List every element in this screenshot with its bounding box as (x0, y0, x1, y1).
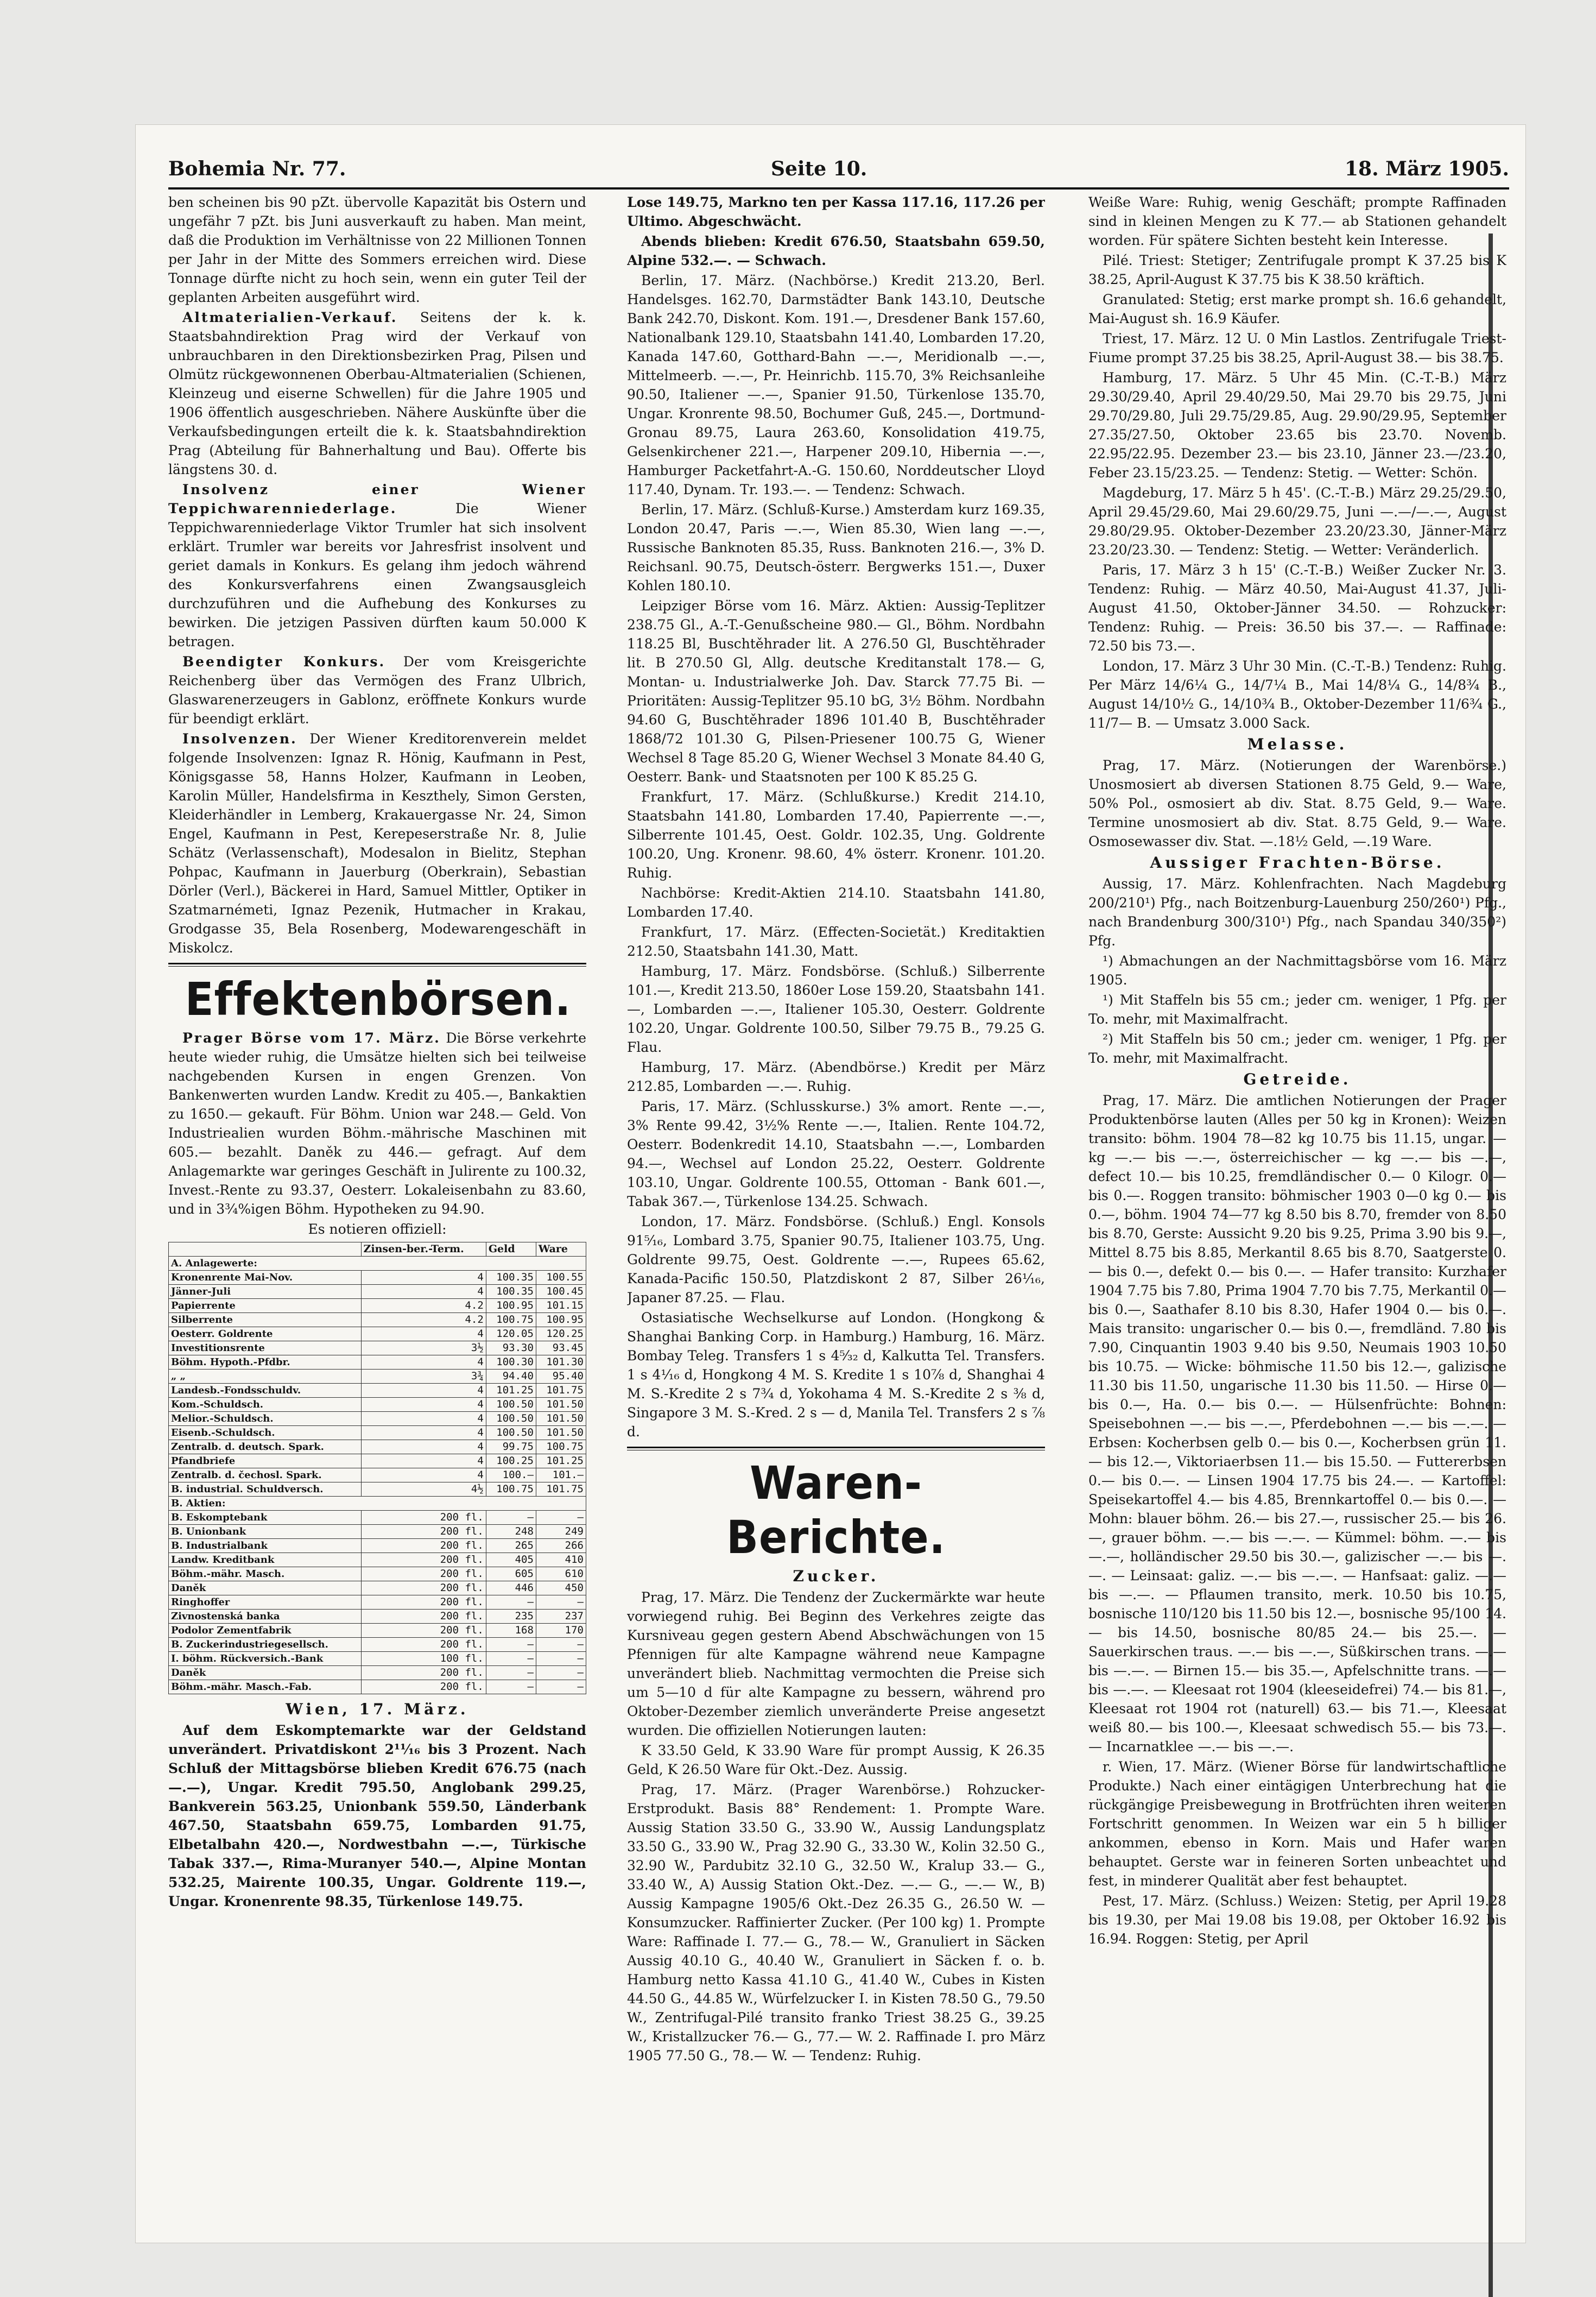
table-row (169, 1285, 586, 1299)
term-cell: 4 (361, 1285, 486, 1299)
security-name-cell: Zentralb. d. čechosl. Spark. (169, 1468, 362, 1482)
paragraph: Prag, 17. März. (Notierungen der Warenbörse.) Unosmosiert ab diversen Stationen 8.75 Geld, 9.— Ware, 50% Pol., osmosiert ab div. Stat. 8.75 Geld, 9.— Ware. Termine unosmosiert ab div. Stat. 8.75 Geld, 9.— Ware. Osmosewasser div. Stat. —.18½ Geld, —.19 Ware. (1088, 758, 1506, 849)
security-name-cell: Oesterr. Goldrente (169, 1327, 362, 1341)
security-name-cell: Melior.-Schuldsch. (169, 1412, 362, 1426)
page-header (168, 157, 1509, 190)
table-row (169, 1482, 586, 1497)
article-altmaterial (168, 308, 586, 479)
ware-cell: 101.50 (536, 1412, 586, 1426)
ware-cell: 101.25 (536, 1454, 586, 1468)
table-row (169, 1398, 586, 1412)
ware-cell: 101.30 (536, 1355, 586, 1370)
security-name-cell: Landw. Kreditbank (169, 1553, 362, 1567)
term-cell: 4 (361, 1327, 486, 1341)
table-row (169, 1553, 586, 1567)
geld-cell: — (486, 1666, 536, 1680)
ware-cell: — (536, 1666, 586, 1680)
table-row (169, 1426, 586, 1440)
section-divider (168, 963, 586, 967)
body-prager-boerse: Die Börse verkehrte heute wieder ruhig, die Umsätze hielten sich bei teilweise nachgebenden Kursen in engen Grenzen. Von Bankenwerten wurden Landw. Kredit zu 405.—, Bankaktien zu 1650.— gekauft. Für Böhm. Union war 248.— Geld. Von Industriealien wurden Böhm.-mährische Maschinen mit 605.— bezahlt. Daněk zu 446.— gefragt. Auf dem Anlagemarkte war geringes Geschäft in Julirente zu 100.32, Invest.-Rente zu 93.37, Oesterr. Lokaleisenbahn zu 83.60, und in 3¾%igen Böhm. Hypotheken zu 94.90. (168, 1030, 586, 1217)
notiert-label: Es notieren offiziell: (308, 1221, 447, 1237)
term-cell: 200 fl. (361, 1595, 486, 1610)
paragraph: Frankfurt, 17. März. (Effecten-Societät.) Kreditaktien 212.50, Staatsbahn 141.30, Matt. (627, 924, 1045, 959)
geld-cell: — (486, 1680, 536, 1694)
geld-cell: 100.35 (486, 1285, 536, 1299)
ware-cell: 93.45 (536, 1341, 586, 1355)
table-row (169, 1370, 586, 1384)
headline-prager-boerse: Prager Börse vom 17. März. (182, 1030, 441, 1046)
term-cell: 200 fl. (361, 1511, 486, 1525)
ware-cell: 101.50 (536, 1398, 586, 1412)
security-name-cell: Zentralb. d. deutsch. Spark. (169, 1440, 362, 1454)
geld-cell: 405 (486, 1553, 536, 1567)
security-name-cell: Eisenb.-Schuldsch. (169, 1426, 362, 1440)
paragraph: Nachbörse: Kredit-Aktien 214.10. Staatsbahn 141.80, Lombarden 17.40. (627, 885, 1045, 920)
table-row (169, 1652, 586, 1666)
geld-cell: 605 (486, 1567, 536, 1581)
table-row (169, 1454, 586, 1468)
paragraph: K 33.50 Geld, K 33.90 Ware für prompt Aussig, K 26.35 Geld, K 26.50 Ware für Okt.-Dez. Aussig. (627, 1743, 1045, 1777)
security-name-cell: Böhm.-mähr. Masch. (169, 1567, 362, 1581)
ware-cell: — (536, 1638, 586, 1652)
security-name-cell: Zivnostenská banka (169, 1610, 362, 1624)
footnote: ¹) Abmachungen an der Nachmittagsbörse vom 16. März 1905. (1088, 953, 1506, 988)
geld-cell: 100.— (486, 1468, 536, 1482)
paragraph: Paris, 17. März 3 h 15' (C.-T.-B.) Weißer Zucker Nr. 3. Tendenz: Ruhig. — März 40.50, Mai-August 41.37, Juli-August 41.50, Oktober-Jänner 34.50. — Rohzucker: Tendenz: Ruhig. — Preis: 36.50 bis 37.—. — Raffinade: 72.50 bis 73.—. (1088, 562, 1506, 654)
article-beendigter-konkurs (168, 652, 586, 728)
quotes-table (168, 1242, 586, 1694)
geld-cell: 100.95 (486, 1299, 536, 1313)
table-row (169, 1355, 586, 1370)
body-beendigter-konkurs: Der vom Kreisgerichte Reichenberg über das Vermögen des Franz Ulbrich, Glaswarenerzeugers in Gablonz, eröffnete Konkurs wurde für beendigt erklärt. (168, 654, 586, 727)
ware-cell: 450 (536, 1581, 586, 1595)
ware-cell: 100.75 (536, 1440, 586, 1454)
column-3 (1088, 193, 1506, 2202)
table-row (169, 1680, 586, 1694)
geld-cell: — (486, 1511, 536, 1525)
ware-cell: 101.— (536, 1468, 586, 1482)
body-insolvenz: Die Wiener Teppichwarenniederlage Viktor Trumler hat sich insolvent erklärt. Trumler war bereits vor Jahresfrist insolvent und geriet damals in Konkurs. Es gelang ihm jedoch während des Konkursverfahrens einen Zwangsausgleich durchzuführen und die Aufhebung des Konkurses zu bewirken. Die jetzigen Passiven dürften kaum 50.000 K betragen. (168, 501, 586, 649)
article-intro: ben scheinen bis 90 pZt. übervolle Kapazität bis Ostern und ungefähr 7 pZt. bis Juni ausverkauft zu haben. Man meint, daß die Produktion im Verhältnisse von 22 Millionen Tonnen per Jahr in der Mitte des Sommers erreichen wird. Diese Tonnage dürfte nicht zu hoch sein, wenn ein guter Teil der geplanten Arbeiten ausgeführt wird. (168, 194, 586, 305)
term-cell: 200 fl. (361, 1553, 486, 1567)
paragraph: r. Wien, 17. März. (Wiener Börse für landwirtschaftliche Produkte.) Nach einer eintägigen Unterbrechung hat die rückgängige Preisbewegung in Brotfrüchten ihren weiteren Fortschritt genommen. In Weizen war ein 5 h billiger ankommen, ebenso in Korn. Mais und Hafer waren behauptet. Gerste war in feineren Sorten unbeachtet und fest, in minderer Qualität aber fest behauptet. (1088, 1759, 1506, 1889)
geld-cell: 120.05 (486, 1327, 536, 1341)
headline-insolvenz: Insolvenz einer Wiener Teppichwarenniederlage. (168, 482, 586, 516)
term-cell: 200 fl. (361, 1610, 486, 1624)
table-col-header: Zinsen-ber.-Term. (361, 1242, 486, 1257)
term-cell: 3½ (361, 1341, 486, 1355)
ware-cell: 101.75 (536, 1482, 586, 1497)
paragraph: Weiße Ware: Ruhig, wenig Geschäft; prompte Raffinaden sind in kleinen Mengen zu K 77.— ab Stationen gehandelt worden. Für spätere Sichten besteht kein Interesse. (1088, 194, 1506, 248)
ware-cell: 266 (536, 1539, 586, 1553)
table-row (169, 1468, 586, 1482)
paragraph: Lose 149.75, Markno ten per Kassa 117.16, 117.26 per Ultimo. Abgeschwächt. (627, 194, 1045, 229)
quotes-table-section-a (169, 1257, 586, 1497)
security-name-cell: Daněk (169, 1666, 362, 1680)
table-row (169, 1595, 586, 1610)
term-cell: 4 (361, 1426, 486, 1440)
headline-insolvenzen: Insolvenzen. (182, 731, 297, 747)
paragraph: Leipziger Börse vom 16. März. Aktien: Aussig-Teplitzer 238.75 Gl., A.-T.-Genußscheine 980.— Gl., Böhm. Nordbahn 118.25 Bl, Buschtěhrader lit. A 276.50 Gl, Buschtěhrader lit. B 270.50 Gl, Allg. deutsche Kreditanstalt 178.— G, Montan- u. Industrialwerke Joh. Dav. Starck 77.75 Bi. — Prioritäten: Aussig-Teplitzer 95.10 bG, 3½ Böhm. Nordbahn 94.60 G, Buschtěhrader 1896 101.40 B, Buschtěhrader 1868/72 101.30 G, Pilsen-Priesener 100.75 G, Wiener Wechsel 8 Tage 85.20 G, Wiener Wechsel 3 Monate 84.40 G, Oesterr. Bank- und Staatsnoten per 100 K 85.25 G. (627, 598, 1045, 785)
table-row (169, 1539, 586, 1553)
geld-cell: — (486, 1595, 536, 1610)
geld-cell: 101.25 (486, 1384, 536, 1398)
footnote: ²) Mit Staffeln bis 50 cm.; jeder cm. weniger, 1 Pfg. per To. mehr, mit Maximalfracht. (1088, 1031, 1506, 1066)
table-row (169, 1327, 586, 1341)
geld-cell: 100.35 (486, 1271, 536, 1285)
table-row (169, 1638, 586, 1652)
body-wien: Auf dem Eskomptemarkte war der Geldstand unverändert. Privatdiskont 2¹¹⁄₁₆ bis 3 Prozent. Nach Schluß der Mittagsbörse blieben Kredit 676.75 (nach —.—), Ungar. Kredit 795.50, Anglobank 299.25, Bankverein 563.25, Unionbank 559.50, Länderbank 467.50, Staatsbahn 659.75, Lombarden 91.75, Elbetalbahn 420.—, Nordwestbahn —.—, Türkische Tabak 337.—, Rima-Muranyer 540.—, Alpine Montan 532.25, Mairente 100.35, Ungar. Goldrente 119.—, Ungar. Kronenrente 98.35, Türkenlose 149.75. (168, 1722, 586, 1909)
geld-cell: 168 (486, 1624, 536, 1638)
headline-wien: Wien, 17. März. (286, 1700, 469, 1718)
geld-cell: 100.50 (486, 1398, 536, 1412)
geld-cell: 100.30 (486, 1355, 536, 1370)
ware-cell: 100.95 (536, 1313, 586, 1327)
term-cell: 100 fl. (361, 1652, 486, 1666)
table-row (169, 1271, 586, 1285)
geld-cell: 100.50 (486, 1412, 536, 1426)
ware-cell: 237 (536, 1610, 586, 1624)
body-insolvenzen: Der Wiener Kreditorenverein meldet folgende Insolvenzen: Ignaz R. Hönig, Kaufmann in Pest, Königsgasse 58, Hanns Holzer, Kaufmann in Leoben, Karolin Müller, Handelsfirma in Keszthely, Simon Gersten, Kleiderhändler in Lemberg, Krakauergasse Nr. 24, Simon Engel, Kaufmann in Pest, Kerepeserstraße Nr. 8, Julie Schätz (Verlassenschaft), Modesalon in Bielitz, Stephan Pohpac, Kaufmann in Jauerburg (Oberkrain), Sebastian Dörler (Verl.), Bäckerei in Hard, Samuel Mittler, Optiker in Szatmarnémeti, Ignaz Pezenik, Hutmacher in Krakau, Grodgasse 35, Bela Rosenberg, Modewarengeschäft in Miskolcz. (168, 731, 586, 956)
security-name-cell: B. Unionbank (169, 1525, 362, 1539)
term-cell: 4 (361, 1355, 486, 1370)
ware-cell: — (536, 1595, 586, 1610)
table-row (169, 1581, 586, 1595)
newspaper-page (136, 125, 1525, 2243)
body-altmaterial: Seitens der k. k. Staatsbahndirektion Prag wird der Verkauf von unbrauchbaren in den Direktionsbezirken Prag, Pilsen und Olmütz rückgewonnenen Oberbau-Altmaterialien (Schienen, Kleinzeug und eiserne Schwellen) für die Jahre 1905 und 1906 öffentlich ausgeschrieben. Nähere Auskünfte über die Verkaufsbedingungen erteilt die k. k. Staatsbahndirektion Prag (Abteilung für Bahnerhaltung und Bau). Offerte bis längstens 30. d. (168, 310, 586, 477)
geld-cell: 248 (486, 1525, 536, 1539)
term-cell: 200 fl. (361, 1539, 486, 1553)
article-insolvenzen (168, 729, 586, 957)
security-name-cell: B. Industrialbank (169, 1539, 362, 1553)
table-row (169, 1624, 586, 1638)
term-cell: 200 fl. (361, 1581, 486, 1595)
ware-cell: 95.40 (536, 1370, 586, 1384)
geld-cell: 100.50 (486, 1426, 536, 1440)
table-section-row (169, 1257, 586, 1271)
quotes-table-header (169, 1242, 586, 1257)
paragraph: Aussig, 17. März. Kohlenfrachten. Nach Magdeburg 200/210¹) Pfg., nach Boitzenburg-Lauenburg 250/260¹) Pfg., nach Brandenburg 300/310¹) Pfg., nach Spandau 340/350²) Pfg. (1088, 876, 1506, 949)
ware-cell: 100.45 (536, 1285, 586, 1299)
ware-cell: 101.75 (536, 1384, 586, 1398)
paragraph: Abends blieben: Kredit 676.50, Staatsbahn 659.50, Alpine 532.—. — Schwach. (627, 234, 1045, 268)
paragraph: Paris, 17. März. (Schlusskurse.) 3% amort. Rente —.—, 3% Rente 99.42, 3½% Rente —.—, Italien. Rente 104.72, Oesterr. Bodenkredit 14.10, Staatsbahn —.—, Lombarden 94.—, Wechsel auf London 25.22, Oesterr. Goldrente 103.10, Ungar. Goldrente 100.55, Ottoman - Bank 601.—, Tabak 367.—, Türkenlose 134.25. Schwach. (627, 1099, 1045, 1209)
geld-cell: 446 (486, 1581, 536, 1595)
section-title-effektenboersen: Effektenbörsen. (185, 973, 572, 1026)
term-cell: 4.2 (361, 1299, 486, 1313)
column-2 (627, 193, 1045, 2202)
paragraph: Prag, 17. März. Die Tendenz der Zuckermärkte war heute vorwiegend ruhig. Bei Beginn des Verkehres zeigte das Kursniveau gegen gestern Abend Abschwächungen von 15 Pfennigen für alte Kampagne während neue Kampagne unverändert blieb. Nachmittag vermochten die Preise sich um 5—10 d für alte Kampagne zu bessern, während pro Oktober-Dezember ziemlich unveränderte Preise angesetzt wurden. Die offiziellen Notierungen lauten: (627, 1589, 1045, 1738)
ware-cell: 100.55 (536, 1271, 586, 1285)
paragraph: Triest, 17. März. 12 U. 0 Min Lastlos. Zentrifugale Triest-Fiume prompt 37.25 bis 38.25, April-August 38.— bis 38.75. (1088, 331, 1506, 365)
paragraph: Hamburg, 17. März. Fondsbörse. (Schluß.) Silberrente 101.—, Kredit 213.50, 1860er Lose 159.20, Staatsbahn 141.—, Lombarden —.—, Italiener 105.30, Oesterr. Goldrente 102.20, Ungar. Goldrente 100.50, Silber 79.75 B., 79.25 G. Flau. (627, 963, 1045, 1055)
headline-altmaterial: Altmaterialien-Verkauf. (182, 310, 398, 325)
table-row (169, 1412, 586, 1426)
geld-cell: — (486, 1652, 536, 1666)
security-name-cell: Papierrente (169, 1299, 362, 1313)
term-cell: 3¾ (361, 1370, 486, 1384)
table-row (169, 1440, 586, 1454)
paragraph: Pest, 17. März. (Schluss.) Weizen: Stetig, per April 19.28 bis 19.30, per Mai 19.08 bis 19.08, per Oktober 16.92 bis 16.94. Roggen: Stetig, per April (1088, 1893, 1506, 1947)
table-row (169, 1525, 586, 1539)
term-cell: 4 (361, 1384, 486, 1398)
geld-cell: 235 (486, 1610, 536, 1624)
table-row (169, 1341, 586, 1355)
paragraph: Ostasiatische Wechselkurse auf London. (Hongkong & Shanghai Banking Corp. in Hamburg.) Hamburg, 16. März. Bombay Teleg. Transfers 1 s 4⁵⁄₃₂ d, Kalkutta Tel. Transfers. 1 s 4¹⁄₁₆ d, Hongkong 4 M. S. Kredite 1 s 10⅞ d, Shanghai 4 M. S.-Kredite 2 s 7¾ d, Yokohama 4 M. S.-Kredite 2 s ⅜ d, Singapore 3 M. S.-Kred. 2 s — d, Manila Tel. Transfers 2 s ⅞ d. (627, 1310, 1045, 1440)
ware-cell: — (536, 1652, 586, 1666)
header-page-number: Seite 10. (771, 157, 867, 180)
ware-cell: 610 (536, 1567, 586, 1581)
term-cell: 4.2 (361, 1313, 486, 1327)
paragraph: Berlin, 17. März. (Schluß-Kurse.) Amsterdam kurz 169.35, London 20.47, Paris —.—, Wien 85.30, Wien lang —.—, Russische Banknoten 85.35, Russ. Banknoten 216.—, 3% D. Reichsanl. 90.75, Deutsch-österr. Bergwerks 151.—, Duxer Kohlen 180.10. (627, 502, 1045, 594)
table-col-header: Ware (536, 1242, 586, 1257)
paragraph: Hamburg, 17. März. (Abendbörse.) Kredit per März 212.85, Lombarden —.—. Ruhig. (627, 1059, 1045, 1094)
security-name-cell: Daněk (169, 1581, 362, 1595)
security-name-cell: „ „ (169, 1370, 362, 1384)
security-name-cell: Jänner-Juli (169, 1285, 362, 1299)
header-rule (168, 187, 1509, 190)
table-row (169, 1511, 586, 1525)
table-row (169, 1666, 586, 1680)
article-prager-boerse (168, 1028, 586, 1219)
paragraph: Berlin, 17. März. (Nachbörse.) Kredit 213.20, Berl. Handelsges. 162.70, Darmstädter Bank 143.10, Deutsche Bank 242.70, Diskont. Kom. 191.—, Dresdener Bank 157.60, Nationalbank 129.10, Staatsbahn 141.40, Lombarden 17.20, Kanada 147.60, Gotthard-Bahn —.—, Meridionalb —.—, Mittelmeerb. —.—, Pr. Heinrichb. 115.70, 3% Reichsanleihe 90.50, Italiener —.—, Spanier 91.50, Türkenlose 135.70, Ungar. Kronrente 98.50, Bochumer Guß, 245.—, Dortmund-Gronau 89.75, Laura 263.60, Konsolidation 419.75, Gelsenkirchener 221.—, Harpener 209.10, Hibernia —.—, Hamburger Packetfahrt-A.-G. 150.60, Norddeutscher Lloyd 117.40, Dynam. Tr. 193.—. — Tendenz: Schwach. (627, 273, 1045, 497)
security-name-cell: Kronenrente Mai-Nov. (169, 1271, 362, 1285)
term-cell: 200 fl. (361, 1666, 486, 1680)
section-title-warenberichte: Waren-Berichte. (726, 1456, 946, 1564)
table-row (169, 1567, 586, 1581)
term-cell: 200 fl. (361, 1638, 486, 1652)
term-cell: 200 fl. (361, 1567, 486, 1581)
geld-cell: 100.75 (486, 1482, 536, 1497)
geld-cell: 100.75 (486, 1313, 536, 1327)
article-insolvenz (168, 480, 586, 651)
paragraph: Frankfurt, 17. März. (Schlußkurse.) Kredit 214.10, Staatsbahn 141.80, Lombarden 17.40, Papierrente —.—, Silberrente 101.45, Oest. Goldr. 102.35, Ung. Goldrente 100.20, Ung. Kronenr. 98.60, 4% österr. Kronenr. 101.20. Ruhig. (627, 789, 1045, 881)
geld-cell: — (486, 1638, 536, 1652)
ware-cell: — (536, 1511, 586, 1525)
security-name-cell: B. Zuckerindustriegesellsch. (169, 1638, 362, 1652)
paragraph: Prag, 17. März. Die amtlichen Notierungen der Prager Produktenbörse lauten (Alles per 50 kg in Kronen): Weizen transito: böhm. 1904 78—82 kg 10.75 bis 11.15, ungar. — kg —.— bis —.—, österreichischer — kg —.— bis —.—, defect 10.— bis 10.25, fremdländischer 0.— 0 Kilogr. 0.— bis 0.—. Roggen transito: böhmischer 1903 0—0 kg 0.— bis 0.—, böhm. 1904 74—77 kg 8.50 bis 8.70, fremder von 8.50 bis 8.70, Gerste: Aussicht 9.20 bis 9.25, Prima 3.90 bis 9.—, Mittel 8.75 bis 8.85, Merkantil 8.65 bis 8.70, Saatgerste 0.— bis 0.—, defekt 0.— bis 0.—. — Hafer transito: Kurzhafer 1904 7.75 bis 7.80, Prima 1904 7.70 bis 7.75, Merkantil 0.— bis 0.—, Saathafer 8.10 bis 8.30, Hafer 1904 0.— bis 0.—. Mais transito: ungarischer 0.— bis 0.—, fremdländ. 7.80 bis 7.90, Cinquantin 1903 9.40 bis 9.50, Neumais 1903 10.50 bis 10.75. — Wicke: böhmische 11.50 bis 12.—, galizische 11.30 bis 11.50, ungarische 11.30 bis 11.50. — Hirse 0.— bis 0.—, Ha. 0.— bis 0.—. — Hülsenfrüchte: Bohnen: Speisebohnen —.— bis —.—, Pferdebohnen —.— bis —.—. — Erbsen: Kocherbsen gelb 0.— bis 0.—, Kocherbsen grün 11.— bis 12.—, Viktoriaerbsen 11.— bis 15.50. — Futtererbsen 0.— bis 0.—. — Linsen 1904 17.75 bis 24.—. — Kartoffel: Speisekartoffel 4.— bis 4.85, Brennkartoffel 0.— bis 0.—. — Mohn: blauer böhm. 26.— bis 27.—, russischer 25.— bis 26.—, grauer böhm. —.— bis —.—. — Kümmel: böhm. —.— bis —.—, holländischer 29.50 bis 30.—, galizischer —.— bis —.—. — Leinsaat: galiz. —.— bis —.—. — Hanfsaat: galiz. —.— bis —.—. — Pflaumen transito, merk. 10.50 bis 10.75, bosnische 110/120 bis 11.50 bis 12.—, bosnische 95/100 14.— bis 14.50, bosnische 80/85 24.— bis 25.—. — Sauerkirschen traus. —.— bis —.—, Süßkirschen trans. —.— bis —.—. — Birnen 15.— bis 35.—, Apfelschnitte trans. —.— bis —.—. — Kleesaat rot 1904 (kleeseidefrei) 74.— bis 81.—, Kleesaat rot 1904 rot (naturell) 63.— bis 71.—, Kleesaat weiß 80.— bis 100.—, Kleesaat schwedisch 55.— bis 73.—. — Incarnatklee —.— bis —.—. (1088, 1093, 1506, 1755)
ware-cell: 101.15 (536, 1299, 586, 1313)
term-cell: 200 fl. (361, 1525, 486, 1539)
term-cell: 4½ (361, 1482, 486, 1497)
quotes-table-section-b (169, 1497, 586, 1694)
headline-melasse: Melasse. (1247, 735, 1348, 753)
security-name-cell: Ringhoffer (169, 1595, 362, 1610)
security-name-cell: Investitionsrente (169, 1341, 362, 1355)
ware-cell: — (536, 1680, 586, 1694)
paragraph: London, 17. März 3 Uhr 30 Min. (C.-T.-B.) Tendenz: Ruhig. Per März 14/6¼ G., 14/7¼ B., Mai 14/8¼ G., 14/8¾ B., August 14/10½ G., 14/10¾ B., Oktober-Dezember 11/6¾ G., 11/7— B. — Umsatz 3.000 Sack. (1088, 658, 1506, 731)
geld-cell: 100.25 (486, 1454, 536, 1468)
security-name-cell: Podolor Zementfabrik (169, 1624, 362, 1638)
headline-getreide: Getreide. (1243, 1070, 1352, 1088)
paragraph: Pilé. Triest: Stetiger; Zentrifugale prompt K 37.25 bis K 38.25, April-August K 37.75 bis K 38.50 kräftich. (1088, 253, 1506, 287)
ware-cell: 120.25 (536, 1327, 586, 1341)
geld-cell: 99.75 (486, 1440, 536, 1454)
headline-zucker: Zucker. (793, 1567, 879, 1585)
table-section-row (169, 1497, 586, 1511)
table-col-header (169, 1242, 362, 1257)
geld-cell: 94.40 (486, 1370, 536, 1384)
term-cell: 200 fl. (361, 1680, 486, 1694)
security-name-cell: Pfandbriefe (169, 1454, 362, 1468)
term-cell: 4 (361, 1412, 486, 1426)
security-name-cell: B. industrial. Schuldversch. (169, 1482, 362, 1497)
table-row (169, 1384, 586, 1398)
security-name-cell: B. Eskomptebank (169, 1511, 362, 1525)
security-name-cell: Kom.-Schuldsch. (169, 1398, 362, 1412)
security-name-cell: Silberrente (169, 1313, 362, 1327)
term-cell: 4 (361, 1468, 486, 1482)
header-date: 18. März 1905. (1344, 157, 1509, 180)
section-divider (627, 1447, 1045, 1450)
term-cell: 4 (361, 1398, 486, 1412)
column-1 (168, 193, 586, 2202)
footnote: ¹) Mit Staffeln bis 55 cm.; jeder cm. weniger, 1 Pfg. per To. mehr, mit Maximalfracht. (1088, 992, 1506, 1027)
headline-beendigter-konkurs: Beendigter Konkurs. (182, 654, 386, 670)
section-label-anlagewerte: A. Anlagewerte: (169, 1257, 586, 1271)
ware-cell: 249 (536, 1525, 586, 1539)
paragraph: London, 17. März. Fondsbörse. (Schluß.) Engl. Konsols 91⁵⁄₁₆, Lombard 3.75, Spanier 90.75, Italiener 103.75, Ung. Goldrente 99.75, Oest. Goldrente —.—, Rupees 65.62, Kanada-Pacific 150.50, Platzdiskont 2 87, Silber 26¹⁄₁₆, Japaner 87.25. — Flau. (627, 1214, 1045, 1305)
headline-frachten-boerse: Aussiger Frachten-Börse. (1150, 854, 1445, 872)
security-name-cell: Böhm.-mähr. Masch.-Fab. (169, 1680, 362, 1694)
geld-cell: 93.30 (486, 1341, 536, 1355)
paragraph: Magdeburg, 17. März 5 h 45'. (C.-T.-B.) März 29.25/29.50, April 29.45/29.60, Mai 29.60/29.75, Juni —.—/—.—, August 29.80/29.95. Oktober-Dezember 23.20/23.30, Jänner-März 23.20/23.30. — Tendenz: Stetig. — Wetter: Veränderlich. (1088, 485, 1506, 558)
table-col-header: Geld (486, 1242, 536, 1257)
security-name-cell: I. böhm. Rückversich.-Bank (169, 1652, 362, 1666)
geld-cell: 265 (486, 1539, 536, 1553)
table-row (169, 1313, 586, 1327)
header-publication: Bohemia Nr. 77. (168, 157, 346, 180)
security-name-cell: Landesb.-Fondsschuldv. (169, 1384, 362, 1398)
paragraph: Hamburg, 17. März. 5 Uhr 45 Min. (C.-T.-B.) März 29.30/29.40, April 29.40/29.50, Mai 29.70 bis 29.75, Juni 29.70/29.80, Juli 29.75/29.85, Aug. 29.90/29.95, September 27.35/27.50, Oktober 23.65 bis 23.70. Novemb. 22.95/22.95. Dezember 23.— bis 23.10, Jänner 23.—/23.20, Feber 23.15/23.25. — Tendenz: Stetig. — Wetter: Schön. (1088, 370, 1506, 481)
ware-cell: 101.50 (536, 1426, 586, 1440)
paragraph: Granulated: Stetig; erst marke prompt sh. 16.6 gehandelt, Mai-August sh. 16.9 Käufer. (1088, 292, 1506, 326)
term-cell: 4 (361, 1271, 486, 1285)
term-cell: 4 (361, 1454, 486, 1468)
paragraph: Prag, 17. März. (Prager Warenbörse.) Rohzucker-Erstprodukt. Basis 88° Rendement: 1. Prompte Ware. Aussig Station 33.50 G., 33.90 W., Aussig Landungsplatz 33.50 G., 33.90 W., Prag 32.90 G., 33.30 W., Kolin 32.50 G., 32.90 W., Pardubitz 32.10 G., 32.50 W., Kralup 33.— G., 33.40 W., A) Aussig Station Okt.-Dez. —.— G., —.— W., B) Aussig Kampagne 1905/6 Okt.-Dez 26.35 G., 26.50 W. — Konsumzucker. Raffinierter Zucker. (Per 100 kg) 1. Prompte Ware: Raffinade I. 77.— G., 78.— W., Granuliert in Säcken Aussig 40.10 G., 40.40 W., Granuliert in Säcken f. o. b. Hamburg netto Kassa 41.10 G., 41.40 W., Cubes in Kisten 44.50 G., 44.85 W., Würfelzucker I. in Kisten 78.50 G., 79.50 W., Zentrifugal-Pilé transito franko Triest 38.25 G., 39.25 W., Kristallzucker 76.— G., 77.— W. 2. Raffinade I. pro März 1905 77.50 G., 78.— W. — Tendenz: Ruhig. (627, 1782, 1045, 2063)
ware-cell: 170 (536, 1624, 586, 1638)
term-cell: 200 fl. (361, 1624, 486, 1638)
table-row (169, 1299, 586, 1313)
ware-cell: 410 (536, 1553, 586, 1567)
table-row (169, 1610, 586, 1624)
term-cell: 4 (361, 1440, 486, 1454)
section-label-aktien: B. Aktien: (169, 1497, 586, 1511)
security-name-cell: Böhm. Hypoth.-Pfdbr. (169, 1355, 362, 1370)
